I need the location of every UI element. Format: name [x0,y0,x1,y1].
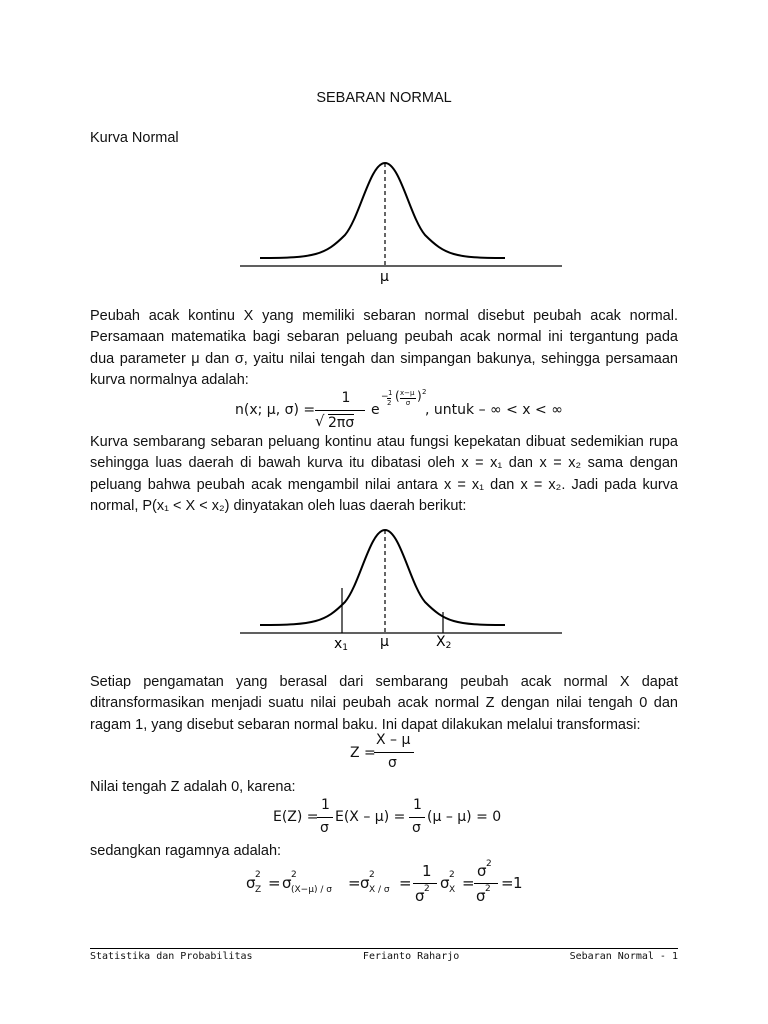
mu-label: μ [380,269,389,285]
formula1-condition: , untuk – ∞ < x < ∞ [425,402,563,418]
x1-label: x1 [334,636,349,653]
formula1-inner-num: x−μ [400,389,415,397]
fraction-bar [374,752,414,753]
formula3-rhs: (μ – μ) = 0 [427,809,502,825]
probability-area-diagram [230,522,570,657]
close-paren-icon: ) [417,389,422,403]
fraction-bar [409,817,425,818]
formula1-exp-power: 2 [422,388,427,396]
paragraph-transform: Setiap pengamatan yang berasal dari sembarang peubah acak normal X dapat ditransformasikan menjadi suatu nilai peubah acak normal Z dengan nilai tengah 0 dan ragam 1, yang disebut sebaran normal baku. Ini dapat dilakukan melalui transformasi: [90,674,678,733]
formula2-lhs: Z = [350,745,376,761]
formula3-frac1-den: σ [320,820,329,836]
formula2-numerator: X – μ [376,732,411,748]
mu-label: μ [380,634,389,650]
page-title: SEBARAN NORMAL [316,90,452,106]
formula1-inner-den: σ [400,398,416,407]
formula1-exp-sign: − [381,392,389,402]
bell-curve [260,530,505,625]
normal-curve-diagram [230,155,570,290]
sqrt-icon: √ [315,412,325,430]
footer-author: Ferianto Raharjo [362,951,460,962]
open-paren-icon: ( [395,389,400,403]
paragraph-area: Kurva sembarang sebaran peluang kontinu atau fungsi kepekatan dibuat sedemikian rupa sehingga luas daerah di bawah kurva itu dibatasi oleh x = x₁ dan x = x₂ sama dengan peluang bahwa peubah acak mengambil nilai antara x = x₁ dan x = x₂. Jadi pada kurva normal, P(x₁ < X < x₂) dinyatakan oleh luas daerah berikut: [90,434,678,514]
footer-course: Statistika dan Probabilitas [90,951,253,962]
bell-curve [260,163,505,258]
x2-label: X2 [436,634,452,651]
formula3-lhs: E(Z) = [273,809,319,825]
paragraph-mean: Nilai tengah Z adalah 0, karena: [90,779,296,795]
formula1-lhs: n(x; μ, σ) = [235,402,316,418]
formula3-frac1-num: 1 [321,797,330,813]
formula3-frac2-num: 1 [413,797,422,813]
formula1-half-num: 1 [388,389,393,397]
formula3-mid: E(X – μ) = [335,809,406,825]
formula3-frac2-den: σ [412,820,421,836]
page-footer [90,948,678,962]
fraction-bar [317,817,333,818]
paragraph-variance: sedangkan ragamnya adalah: [90,843,282,859]
fraction-bar [315,410,365,411]
formula1-numerator: 1 [341,390,351,406]
footer-page: Sebaran Normal - 1 [569,951,678,962]
formula2-denominator: σ [388,755,397,771]
formula1-half-den: 2 [387,399,392,407]
formula1-denominator: 2πσ [328,415,355,431]
normal-pdf-formula [235,388,565,432]
section-heading: Kurva Normal [90,130,179,146]
paragraph-intro: Peubah acak kontinu X yang memiliki sebaran normal disebut peubah acak normal. Persamaan matematika bagi sebaran peluang peubah acak normal ini tergantung pada dua parameter μ dan σ, yaitu nilai tengah dan simpangan bakunya, sehingga persamaan kurva normalnya adalah: [90,308,678,388]
formula1-base: e [371,402,380,418]
